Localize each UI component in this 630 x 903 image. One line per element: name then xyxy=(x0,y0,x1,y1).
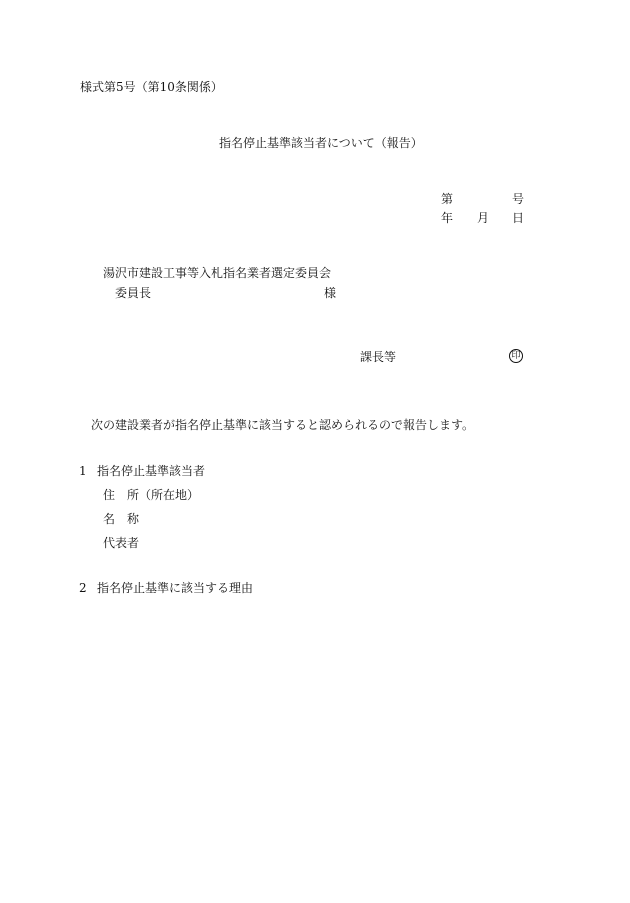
document-title: 指名停止基準該当者について（報告） xyxy=(219,136,423,150)
recipient-committee: 湯沢市建設工事等入札指名業者選定委員会 xyxy=(103,266,332,280)
section2-number: 2 xyxy=(79,581,87,595)
date-month: 月 xyxy=(477,211,490,225)
section1-heading: 指名停止基準該当者 xyxy=(97,464,206,478)
field-name-label-b: 称 xyxy=(127,512,140,526)
section1-number: 1 xyxy=(79,464,87,478)
field-name-label-a: 名 xyxy=(103,512,116,526)
date-year: 年 xyxy=(441,211,454,225)
date-day: 日 xyxy=(512,211,525,225)
section2-heading: 指名停止基準に該当する理由 xyxy=(97,581,254,595)
doc-number-prefix: 第 xyxy=(441,192,454,206)
form-label: 様式第5号（第10条関係） xyxy=(80,80,223,94)
field-address-label-b: 所（所在地） xyxy=(127,488,200,502)
sender-title: 課長等 xyxy=(360,350,397,364)
body-text: 次の建設業者が指名停止基準に該当すると認められるので報告します。 xyxy=(91,418,475,432)
field-representative-label: 代表者 xyxy=(103,536,140,550)
recipient-chair: 委員長 xyxy=(115,286,152,300)
field-address-label-a: 住 xyxy=(103,488,116,502)
seal-mark: 印 xyxy=(509,349,523,363)
doc-number-suffix: 号 xyxy=(512,192,525,206)
recipient-honorific: 様 xyxy=(324,286,337,300)
